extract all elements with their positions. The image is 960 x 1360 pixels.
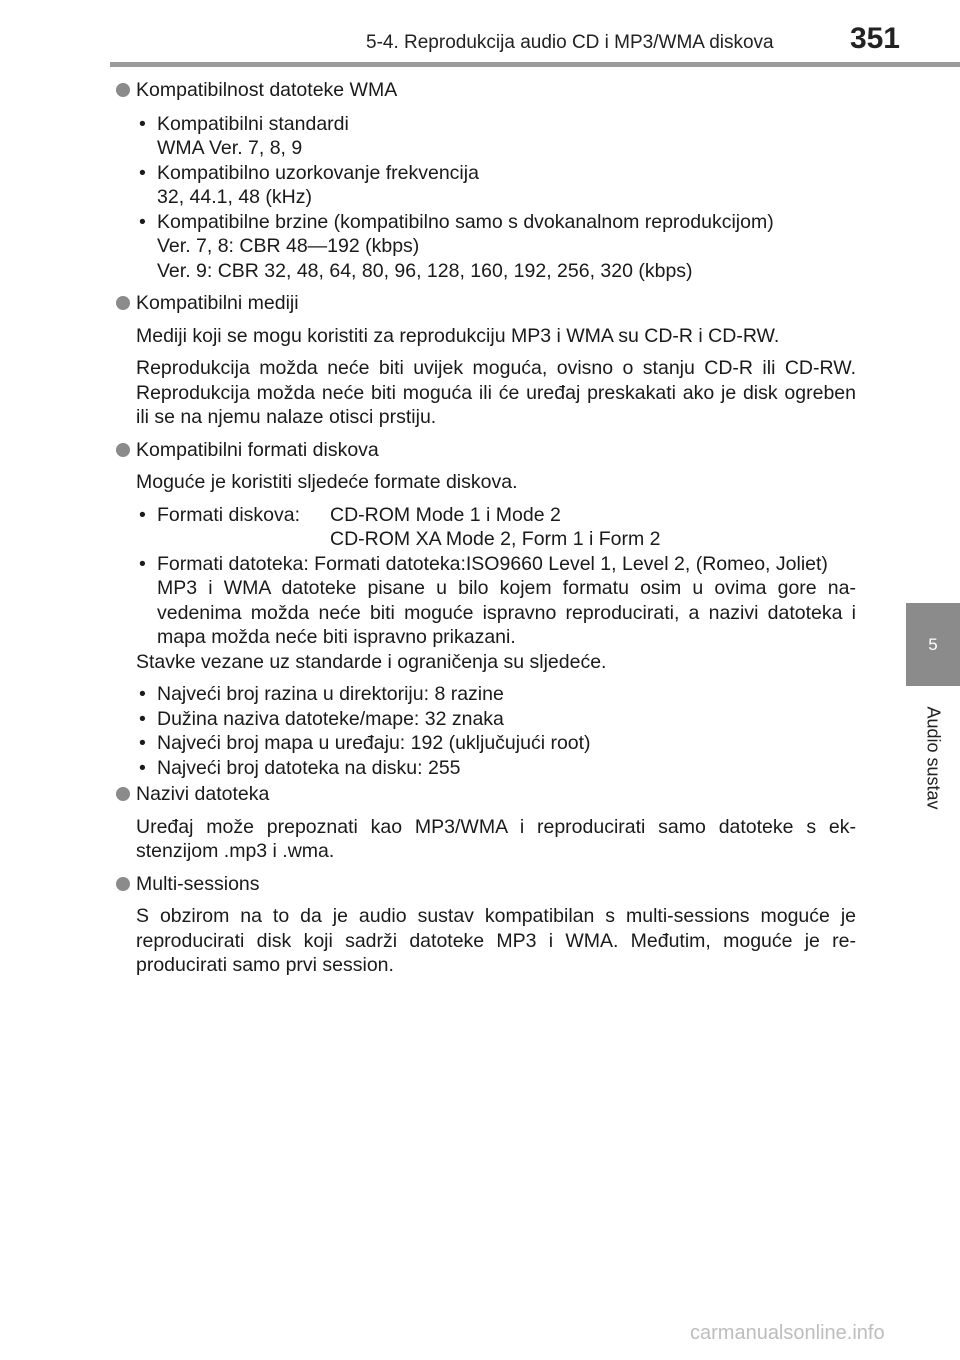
media-paragraph-1: Mediji koji se mogu koristiti za reprodukciju MP3 i WMA su CD-R i CD-RW. (136, 324, 780, 347)
header-rule (110, 62, 960, 67)
list-item: • Formati datoteka: Formati datoteka:ISO9660 Level 1, Level 2, (Romeo, Joliet) MP3 i WMA datoteke pisane u bilo kojem formatu osim u ovima gore navedenima možda neće biti moguće ispravno reproducirati, a nazivi datoteka i mapa možda neće biti ispravno prikazani. (136, 552, 856, 650)
limits-list (136, 682, 856, 780)
formats-intro: Moguće je koristiti sljedeće formate diskova. (136, 471, 518, 493)
list-item: • Kompatibilno uzorkovanje frekvencija 32, 44.1, 48 (kHz) (136, 161, 856, 210)
bullet-dot-icon (116, 443, 130, 457)
bullet-dot-icon (116, 296, 130, 310)
page-number: 351 (849, 22, 900, 55)
bullet-dot-icon (116, 877, 130, 891)
formats-list (136, 503, 856, 650)
page-header-title: 5-4. Reprodukcija audio CD i MP3/WMA diskova (366, 32, 774, 53)
section-heading-media: Kompatibilni mediji (116, 291, 856, 316)
list-item: • Formati diskova: CD-ROM Mode 1 i Mode 2 CD-ROM XA Mode 2, Form 1 i Form 2 (136, 503, 856, 552)
watermark: carmanualsonline.info (690, 1322, 885, 1344)
section-heading-wma: Kompatibilnost datoteke WMA (116, 78, 856, 103)
section-heading-formats: Kompatibilni formati diskova (116, 438, 856, 463)
list-item: • Najveći broj razina u direktoriju: 8 razine (136, 682, 856, 707)
multisession-paragraph: S obzirom na to da je audio sustav kompatibilan s multi-sessions moguće je reproducirati disk koji sadrži datoteke MP3 i WMA. Međutim, moguće je reproducirati samo prvi session. (136, 905, 856, 976)
list-item: • Dužina naziva datoteke/mape: 32 znaka (136, 707, 856, 732)
section-heading-filenames: Nazivi datoteka (116, 782, 856, 807)
chapter-tab: 5 (906, 603, 960, 686)
media-paragraph-2: Reprodukcija možda neće biti uvijek moguća, ovisno o stanju CD-R ili CD-RW. Reprodukcija možda neće biti moguća ili će uređaj preskakati ako je disk ogreben ili se na njemu nalaze otisci prstiju. (136, 357, 856, 428)
bullet-dot-icon (116, 83, 130, 97)
limits-intro: Stavke vezane uz standarde i ograničenja su sljedeće. (136, 650, 607, 673)
list-item: • Kompatibilni standardi WMA Ver. 7, 8, 9 (136, 112, 856, 161)
filenames-paragraph: Uređaj može prepoznati kao MP3/WMA i reproducirati samo datoteke s ekstenzijom .mp3 i .wma. (136, 815, 856, 862)
list-item: • Kompatibilne brzine (kompatibilno samo s dvokanalnom reprodukcijom) Ver. 7, 8: CBR 48—192 (kbps) Ver. 9: CBR 32, 48, 64, 80, 96, 128, 160, 192, 256, 320 (kbps) (136, 210, 856, 284)
bullet-dot-icon (116, 787, 130, 801)
chapter-label: Audio sustav (923, 706, 944, 810)
section-heading-multisession: Multi-sessions (116, 872, 856, 897)
list-item: • Najveći broj datoteka na disku: 255 (136, 756, 856, 781)
page-content (116, 78, 856, 978)
wma-spec-list (136, 112, 856, 284)
list-item: • Najveći broj mapa u uređaju: 192 (uključujući root) (136, 731, 856, 756)
